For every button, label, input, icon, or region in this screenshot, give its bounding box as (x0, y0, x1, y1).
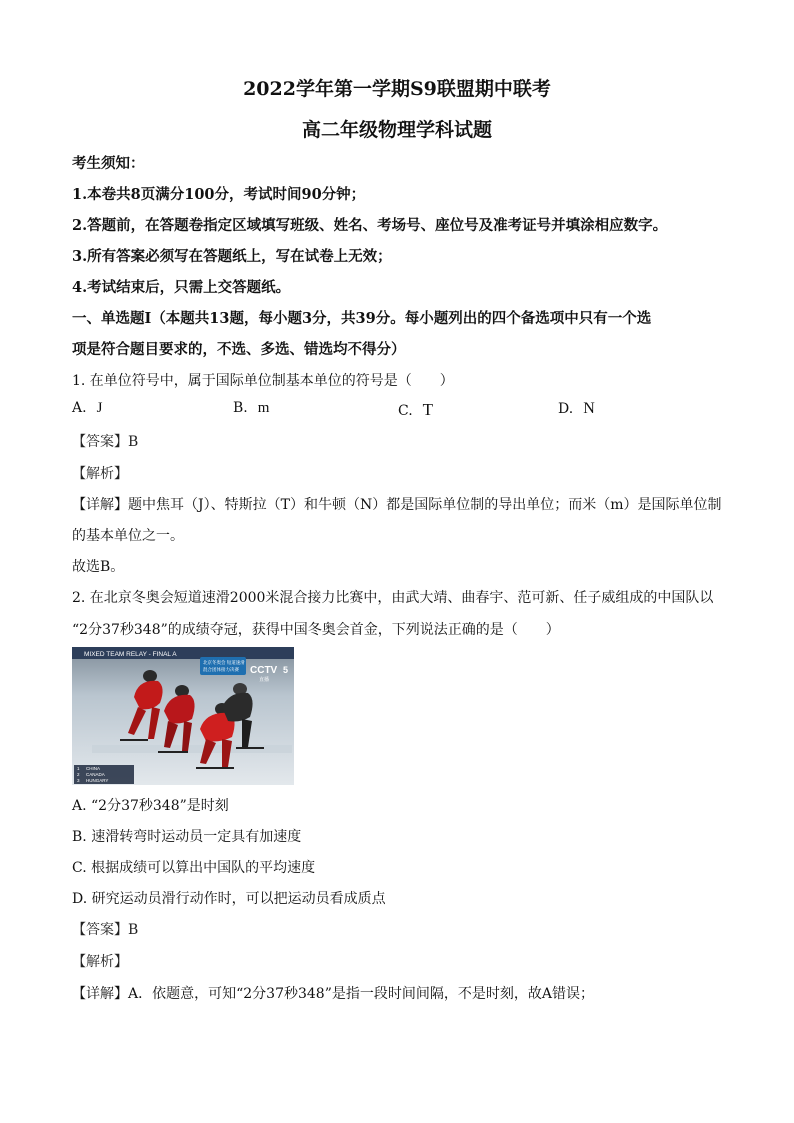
notice-item: 3.所有答案必须写在答题纸上，写在试卷上无效； (72, 248, 392, 265)
result-rank: 2 (77, 772, 80, 777)
q2-option-c: C. 根据成绩可以算出中国队的平均速度 (72, 860, 316, 876)
notice-item: 1.本卷共8页满分100分，考试时间90分钟； (72, 186, 366, 203)
skaters-illustration (72, 647, 294, 785)
speed-skating-photo (72, 647, 294, 785)
result-rank: 3 (77, 778, 80, 783)
exam-title: 2022学年第一学期S9联盟期中联考 (243, 78, 551, 100)
broadcast-caption: 北京冬奥会 短道速滑 (203, 660, 245, 665)
live-label: 直播 (259, 677, 270, 683)
q2-option-b: B. 速滑转弯时运动员一定具有加速度 (72, 829, 302, 845)
result-country: CANADA (86, 772, 105, 777)
q2-answer: 【答案】B (72, 922, 139, 938)
q1-option-b: B. m (233, 400, 270, 416)
notice-heading: 考生须知： (72, 155, 145, 172)
q1-detail-cont: 的基本单位之一。 (72, 528, 184, 544)
result-country: CHINA (86, 766, 101, 771)
result-rank: 1 (77, 766, 80, 771)
exam-subtitle: 高二年级物理学科试题 (301, 119, 492, 141)
q2-option-a: A. “2分37秒348”是时刻 (72, 798, 229, 814)
notice-item: 4.考试结束后，只需上交答题纸。 (72, 279, 291, 296)
broadcast-caption-sub: 混合团体接力决赛 (203, 667, 239, 672)
q1-analysis: 【解析】 (72, 466, 128, 482)
q1-option-c: C. T (398, 400, 434, 419)
q1-conclusion: 故选B。 (72, 559, 125, 575)
q1-option-d: D. N (558, 400, 595, 417)
notice-item: 2.答题前，在答题卷指定区域填写班级、姓名、考场号、座位号及准考证号并填涂相应数字。 (72, 217, 668, 234)
q2-analysis: 【解析】 (72, 954, 128, 970)
q2-detail: 【详解】A．依题意，可知“2分37秒348”是指一段时间间隔，不是时刻，故A错误； (72, 986, 594, 1002)
q2-stem-cont: “2分37秒348”的成绩夺冠，获得中国冬奥会首金，下列说法正确的是（ ） (72, 622, 560, 638)
q2-stem: 2. 在北京冬奥会短道速滑2000米混合接力比赛中，由武大靖、曲春宇、范可新、任子威组成的中国队以 (72, 590, 714, 606)
section-heading-cont: 项是符合题目要求的，不选、多选、错选均不得分） (72, 341, 406, 358)
q1-answer: 【答案】B (72, 434, 139, 450)
section-heading: 一、单选题Ⅰ（本题共13题，每小题3分，共39分。每小题列出的四个备选项中只有一个选 (72, 310, 652, 327)
q1-detail: 【详解】题中焦耳（J）、特斯拉（T）和牛顿（N）都是国际单位制的导出单位；而米（m）是国际单位制 (72, 497, 722, 513)
q1-stem: 1. 在单位符号中，属于国际单位制基本单位的符号是（ ） (72, 373, 454, 389)
channel-number: 5 (283, 665, 289, 675)
q1-option-a: A. J (72, 400, 103, 416)
cctv-logo: CCTV (250, 665, 278, 676)
broadcast-banner: MIXED TEAM RELAY - FINAL A (84, 651, 177, 658)
result-country: HUNGARY (86, 778, 109, 783)
q2-option-d: D. 研究运动员滑行动作时，可以把运动员看成质点 (72, 891, 386, 907)
